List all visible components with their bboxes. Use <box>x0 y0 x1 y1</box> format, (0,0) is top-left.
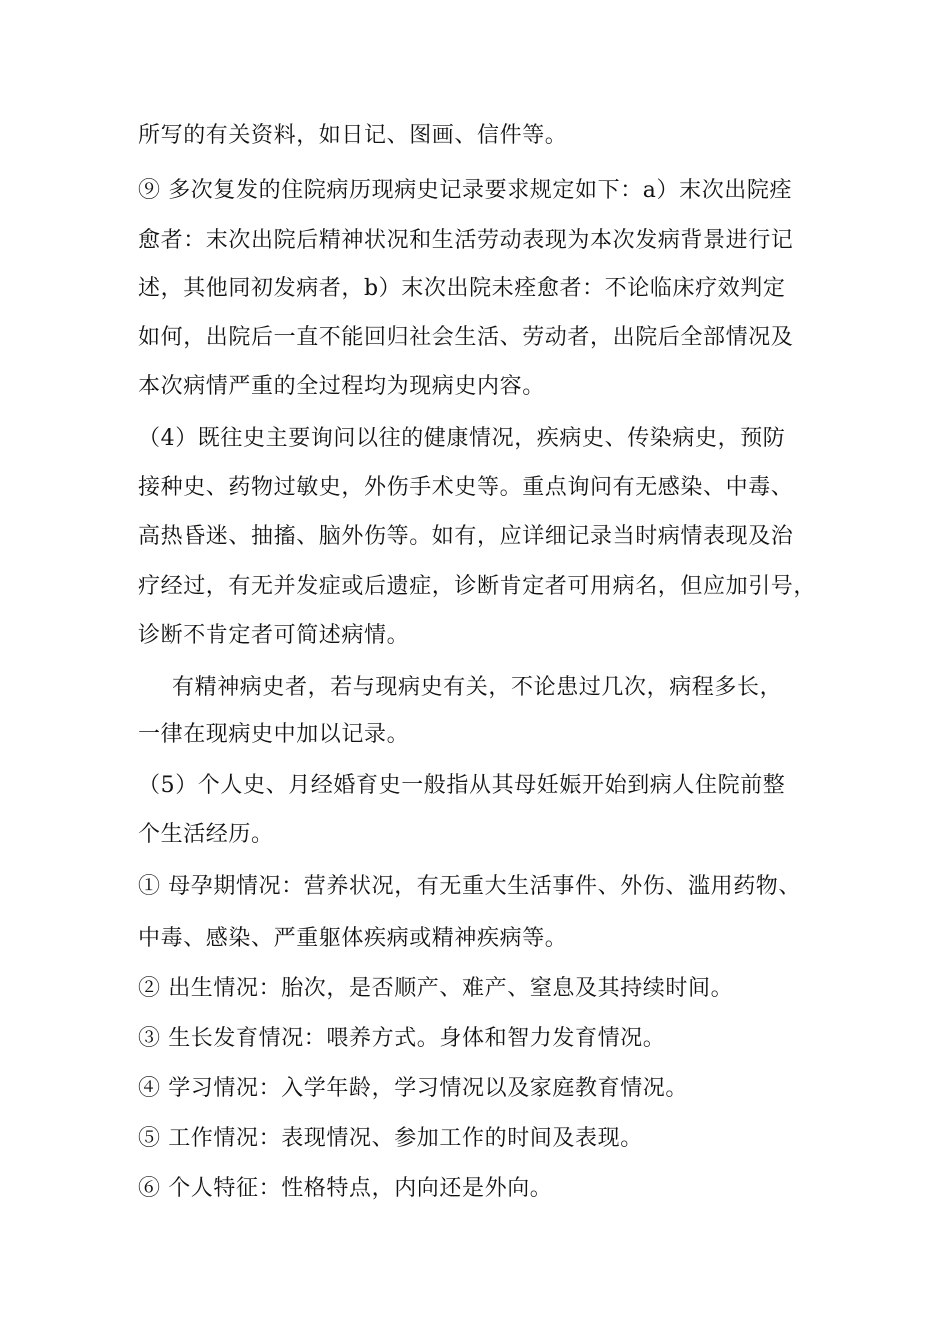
text-line: 中毒、感染、严重躯体疾病或精神疾病等。 <box>138 926 568 951</box>
text-line: 接种史、药物过敏史，外伤手术史等。重点询问有无感染、中毒、 <box>138 475 794 500</box>
text-line: ① 母孕期情况：营养状况，有无重大生活事件、外伤、滥用药物、 <box>138 874 801 899</box>
text-line: 本次病情严重的全过程均为现病史内容。 <box>138 374 545 399</box>
text-line: （5）个人史、月经婚育史一般指从其母妊娠开始到病人住院前整 <box>138 773 786 798</box>
text-line: 疗经过，有无并发症或后遗症，诊断肯定者可用病名，但应加引号， <box>138 574 817 599</box>
text-line: ④ 学习情况：入学年龄，学习情况以及家庭教育情况。 <box>138 1076 688 1101</box>
text-line: 所写的有关资料，如日记、图画、信件等。 <box>138 123 568 148</box>
text-line: 有精神病史者，若与现病史有关，不论患过几次，病程多长， <box>172 675 783 700</box>
text-line: 个生活经历。 <box>138 822 274 847</box>
text-line: 一律在现病史中加以记录。 <box>138 722 410 747</box>
text-line: 愈者：末次出院后精神状况和生活劳动表现为本次发病背景进行记 <box>138 228 794 253</box>
text-line: 述，其他同初发病者，b）末次出院未痊愈者：不论临床疗效判定 <box>138 276 786 301</box>
text-line: ⑨ 多次复发的住院病历现病史记录要求规定如下：a）末次出院痊 <box>138 178 793 203</box>
text-line: ⑥ 个人特征：性格特点，内向还是外向。 <box>138 1176 553 1201</box>
text-line: ③ 生长发育情况：喂养方式。身体和智力发育情况。 <box>138 1026 666 1051</box>
text-line: （4）既往史主要询问以往的健康情况，疾病史、传染病史，预防 <box>138 426 786 451</box>
text-line: ⑤ 工作情况：表现情况、参加工作的时间及表现。 <box>138 1126 643 1151</box>
text-line: 诊断不肯定者可简述病情。 <box>138 623 410 648</box>
text-line: 高热昏迷、抽搐、脑外伤等。如有，应详细记录当时病情表现及治 <box>138 524 794 549</box>
text-line: 如何，出院后一直不能回归社会生活、劳动者，出院后全部情况及 <box>138 325 794 350</box>
text-line: ② 出生情况：胎次，是否顺产、难产、窒息及其持续时间。 <box>138 976 734 1001</box>
